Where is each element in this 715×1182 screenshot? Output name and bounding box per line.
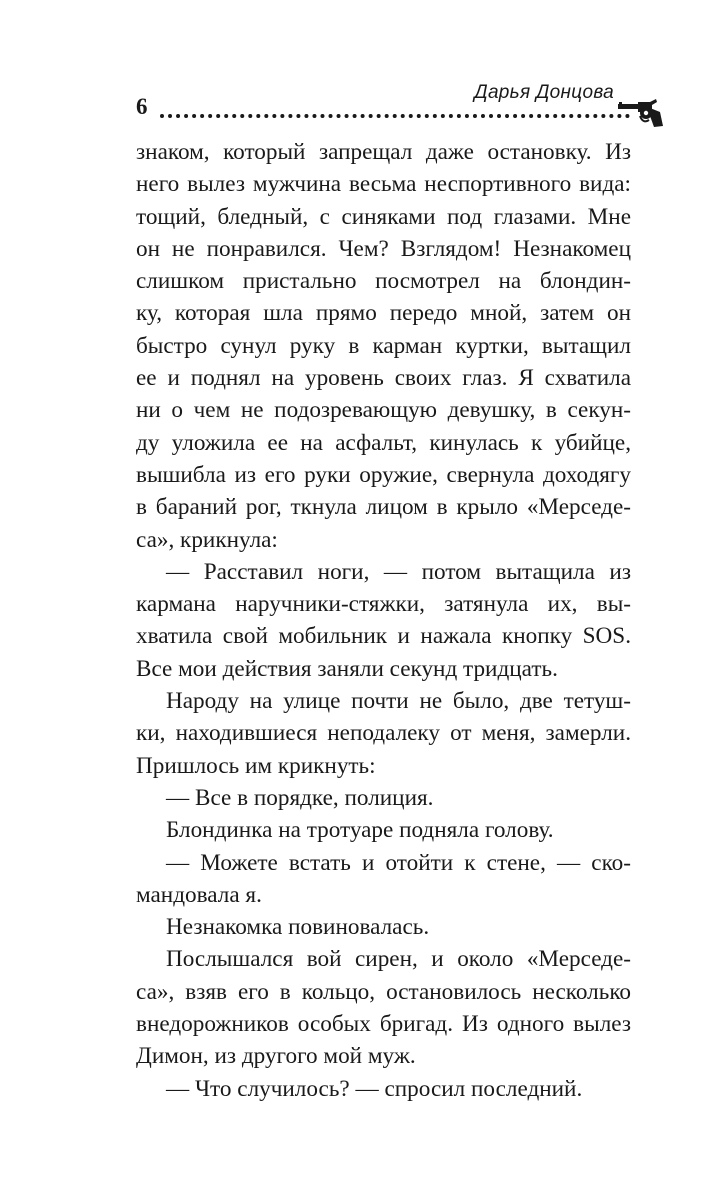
text-line: — Можете встать и отойти к стене, — ско- xyxy=(166,849,631,876)
text-line: быстро сунул руку в карман куртки, вытащил xyxy=(136,332,631,359)
text-line: Незнакомка повиновалась. xyxy=(166,914,430,941)
text-line: знаком, который запрещал даже остановку. Из xyxy=(136,139,631,165)
text-line: внедорожников особых бригад. Из одного вылез xyxy=(136,1011,631,1038)
dotted-rule xyxy=(160,114,630,118)
text-line: мандовала я. xyxy=(136,881,262,908)
text-line: в бараний рог, ткнула лицом в крыло «Мерседе- xyxy=(136,494,631,521)
text-line: ки, находившиеся неподалеку от меня, замерли. xyxy=(136,720,631,747)
text-line: кармана наручники-стяжки, затянула их, вы- xyxy=(136,591,631,618)
text-line: ду уложила ее на асфальт, кинулась к убийце, xyxy=(136,429,631,456)
text-line: — Все в порядке, полиция. xyxy=(166,784,434,811)
text-line: Пришлось им крикнуть: xyxy=(136,752,376,779)
text-line: Блондинка на тротуаре подняла голову. xyxy=(166,817,554,844)
running-header xyxy=(136,78,666,128)
page-number: 6 xyxy=(136,94,148,119)
text-line: хватила свой мобильник и нажала кнопку SOS. xyxy=(136,623,631,650)
text-line: са», взяв его в кольцо, остановилось несколько xyxy=(136,978,631,1005)
text-line: ни о чем не подозревающую девушку, в секун- xyxy=(136,397,631,424)
text-line: он не понравился. Чем? Взглядом! Незнакомец xyxy=(136,235,631,262)
body-text xyxy=(136,136,631,1105)
text-line: Послышался вой сирен, и около «Мерседе- xyxy=(166,946,631,973)
text-line: Все мои действия заняли секунд тридцать. xyxy=(136,655,558,682)
text-line: Народу на улице почти не было, две тетуш- xyxy=(166,688,631,715)
text-line: ку, которая шла прямо передо мной, затем он xyxy=(136,300,631,327)
text-line: вышибла из его руки оружие, свернула доходягу xyxy=(136,461,631,488)
text-line: — Расставил ноги, — потом вытащила из xyxy=(166,558,631,585)
text-line: са», крикнула: xyxy=(136,526,278,553)
text-line: — Что случилось? — спросил последний. xyxy=(166,1075,583,1102)
text-line: слишком пристально посмотрел на блондин- xyxy=(136,268,631,295)
revolver-icon xyxy=(616,98,664,128)
text-line: Димон, из другого мой муж. xyxy=(136,1043,416,1070)
author-name: Дарья Донцова xyxy=(474,82,614,103)
text-line: ее и поднял на уровень своих глаз. Я схватила xyxy=(136,365,631,392)
text-line: него вылез мужчина весьма неспортивного вида: xyxy=(136,171,631,198)
text-line: тощий, бледный, с синяками под глазами. Мне xyxy=(136,203,631,230)
